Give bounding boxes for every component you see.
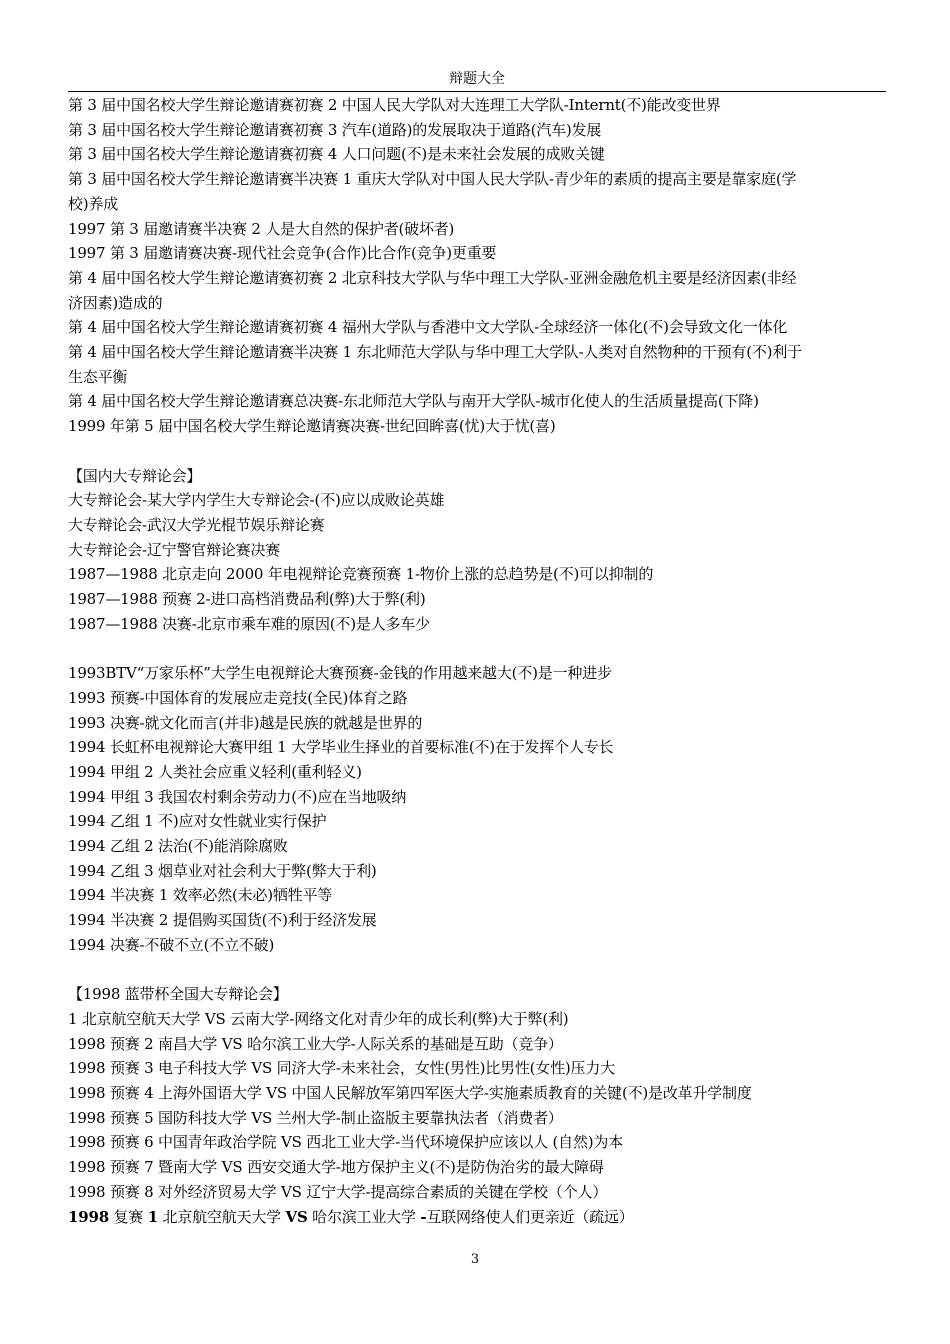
text-line: 1998 预赛 8 对外经济贸易大学 VS 辽宁大学-提高综合素质的关键在学校（个人）: [68, 1182, 608, 1201]
blank-line: [68, 439, 898, 464]
text-line: 1987—1988 决赛-北京市乘车难的原因(不)是人多车少: [68, 614, 430, 633]
text-line: 1994 甲组 2 人类社会应重义轻利(重利轻义): [68, 762, 362, 781]
text-line: 大专辩论会-武汉大学光棍节娱乐辩论赛: [68, 515, 325, 534]
text-line: 1 北京航空航天大学 VS 云南大学-网络文化对青少年的成长利(弊)大于弊(利): [68, 1009, 569, 1028]
section-heading: 【1998 蓝带杯全国大专辩论会】: [68, 985, 288, 1004]
text-line: 1994 决赛-不破不立(不立不破): [68, 935, 275, 954]
text-line: 大专辩论会-辽宁警官辩论赛决赛: [68, 540, 281, 559]
blank-line: [68, 958, 898, 983]
line-segment-topic: 互联网络使人们更亲近（疏远）: [426, 1207, 634, 1226]
text-line: 第 4 届中国名校大学生辩论邀请赛总决赛-东北师范大学队与南开大学队-城市化使人的生活质量提高(下降): [68, 392, 759, 411]
text-line: 1998 预赛 6 中国青年政治学院 VS 西北工业大学-当代环境保护应该以人 (自然)为本: [68, 1133, 624, 1152]
line-segment-team-b: 哈尔滨工业大学: [307, 1207, 421, 1226]
text-line: 1987—1988 预赛 2-进口高档消费品利(弊)大于弊(利): [68, 590, 426, 609]
text-line: 1998 预赛 7 暨南大学 VS 西安交通大学-地方保护主义(不)是防伪治劣的最大障碍: [68, 1158, 604, 1177]
text-line: 第 3 届中国名校大学生辩论邀请赛半决赛 1 重庆大学队对中国人民大学队-青少年的素质的提高主要是靠家庭(学: [68, 170, 797, 189]
text-line: 济因素)造成的: [68, 293, 163, 312]
text-line: 1993 决赛-就文化而言(并非)越是民族的就越是世界的: [68, 713, 423, 732]
text-line: 1994 半决赛 2 提倡购买国货(不)利于经济发展: [68, 911, 377, 930]
text-line: 第 4 届中国名校大学生辩论邀请赛初赛 4 福州大学队与香港中文大学队-全球经济一体化(不)会导致文化一体化: [68, 318, 788, 337]
line-segment-year: 1998: [68, 1207, 109, 1226]
text-line: 第 4 届中国名校大学生辩论邀请赛半决赛 1 东北师范大学队与华中理工大学队-人类对自然物种的干预有(不)利于: [68, 343, 802, 362]
text-line: 1994 甲组 3 我国农村剩余劳动力(不)应在当地吸纳: [68, 787, 407, 806]
text-line: 1993BTV“万家乐杯”大学生电视辩论大赛预赛-金钱的作用越来越大(不)是一种进步: [68, 664, 612, 683]
line-segment-dash: -: [420, 1207, 427, 1226]
text-line: 1998 预赛 5 国防科技大学 VS 兰州大学-制止盗版主要靠执法者（消费者）: [68, 1108, 563, 1127]
line-segment-round-pre: 复赛: [108, 1207, 148, 1226]
page-header: [68, 70, 886, 92]
text-line: 1994 长虹杯电视辩论大赛甲组 1 大学毕业生择业的首要标准(不)在于发挥个人专长: [68, 738, 614, 757]
header-title: 辩题大全: [449, 71, 505, 87]
text-line: 第 3 届中国名校大学生辩论邀请赛初赛 3 汽车(道路)的发展取决于道路(汽车)发展: [68, 120, 602, 139]
text-line: 第 3 届中国名校大学生辩论邀请赛初赛 4 人口问题(不)是未来社会发展的成败关键: [68, 145, 605, 164]
text-line: 生态平衡: [68, 367, 128, 386]
text-line: 1998 预赛 3 电子科技大学 VS 同济大学-未来社会，女性(男性)比男性(女性)压力大: [68, 1059, 615, 1078]
text-line: 1997 第 3 届邀请赛决赛-现代社会竞争(合作)比合作(竞争)更重要: [68, 244, 497, 263]
text-line: 第 4 届中国名校大学生辩论邀请赛初赛 2 北京科技大学队与华中理工大学队-亚洲金融危机主要是经济因素(非经: [68, 268, 797, 287]
text-line: 1999 年第 5 届中国名校大学生辩论邀请赛决赛-世纪回眸喜(忧)大于忧(喜): [68, 417, 556, 436]
text-line: 1994 乙组 2 法治(不)能消除腐败: [68, 837, 288, 856]
text-line: 校)养成: [68, 194, 119, 213]
text-line: 1994 半决赛 1 效率必然(未必)牺牲平等: [68, 886, 333, 905]
text-line: 1994 乙组 1 不)应对女性就业实行保护: [68, 812, 327, 831]
text-line: 1987—1988 北京走向 2000 年电视辩论竞赛预赛 1-物价上涨的总趋势是(不)可以抑制的: [68, 565, 654, 584]
line-segment-team-a: 北京航空航天大学: [157, 1207, 286, 1226]
text-line: 1994 乙组 3 烟草业对社会利大于弊(弊大于利): [68, 861, 377, 880]
page-number: 3: [470, 1252, 480, 1267]
text-line: 大专辩论会-某大学内学生大专辩论会-(不)应以成败论英雄: [68, 491, 445, 510]
document-body: [68, 93, 898, 1229]
blank-line: [68, 636, 898, 661]
text-line: 1998 预赛 4 上海外国语大学 VS 中国人民解放军第四军医大学-实施素质教育的关键(不)是改革升学制度: [68, 1084, 752, 1103]
section-heading: 【国内大专辩论会】: [68, 466, 202, 485]
text-line: 1997 第 3 届邀请赛半决赛 2 人是大自然的保护者(破坏者): [68, 219, 455, 238]
line-segment-round-num: 1: [147, 1207, 158, 1226]
text-line: 第 3 届中国名校大学生辩论邀请赛初赛 2 中国人民大学队对大连理工大学队-Internt(不)能改变世界: [68, 96, 721, 114]
text-line: 1993 预赛-中国体育的发展应走竞技(全民)体育之路: [68, 688, 408, 707]
line-segment-vs: VS: [285, 1207, 308, 1226]
text-line: 1998 预赛 2 南昌大学 VS 哈尔滨工业大学-人际关系的基础是互助（竞争）: [68, 1034, 563, 1053]
text-line: [68, 1205, 898, 1230]
